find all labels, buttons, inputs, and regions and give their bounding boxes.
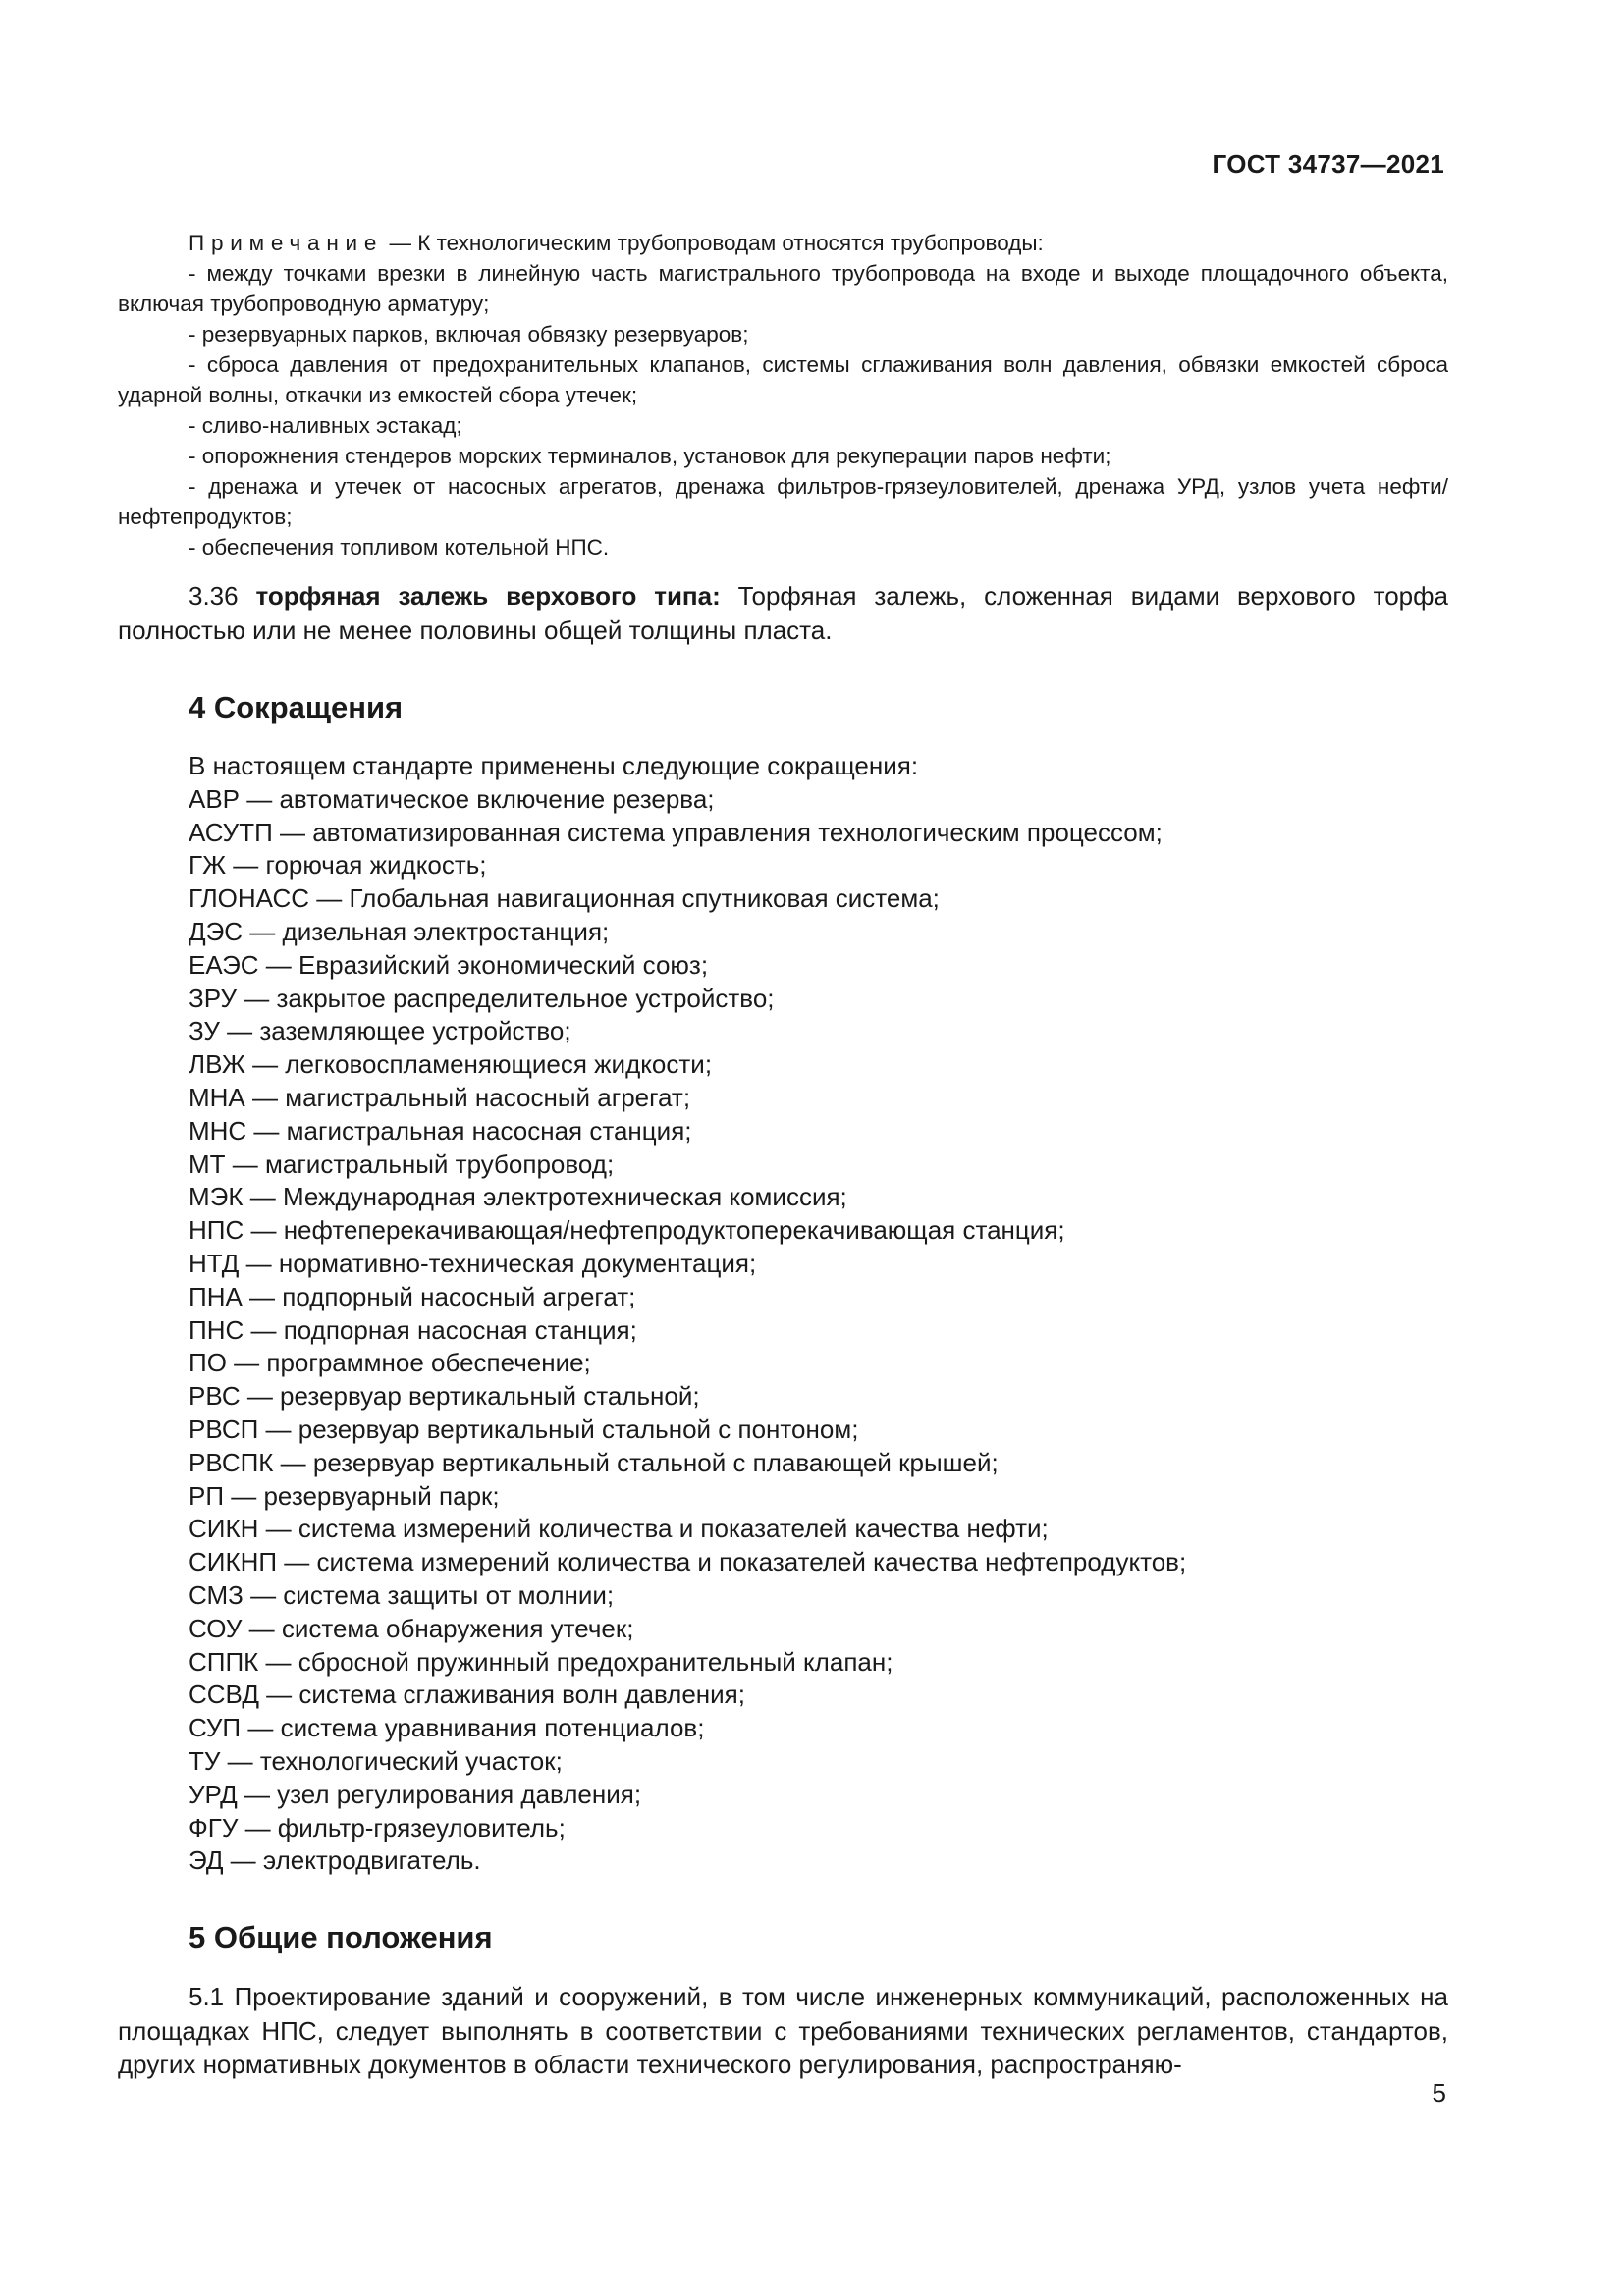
abbreviation-item: МНС — магистральная насосная станция; [189,1115,692,1146]
note-lead-word: Примечание [189,231,384,255]
abbreviations-list [189,750,1448,1878]
note-item: - сливо-наливных эстакад; [189,413,462,438]
note-item: - между точками врезки в линейную часть магистрального трубопровода на входе и выходе площадочного объекта, включая трубопроводную арматуру; [118,261,1448,316]
abbreviation-item: УРД — узел регулирования давления; [189,1779,642,1809]
abbreviation-item: МЭК — Международная электротехническая комиссия; [189,1182,847,1212]
abbreviations-intro: В настоящем стандарте применены следующие сокращения: [189,751,919,780]
abbreviation-item: АСУТП — автоматизированная система управления технологическим процессом; [189,817,1163,847]
standard-header: ГОСТ 34737—2021 [1212,149,1444,179]
abbreviation-item: ЗУ — заземляющее устройство; [189,1016,571,1046]
abbreviation-item: СИКН — система измерений количества и показателей качества нефти; [189,1514,1049,1544]
abbreviation-item: АВР — автоматическое включение резерва; [189,783,715,814]
abbreviation-item: СМЗ — система защиты от молнии; [189,1579,615,1610]
abbreviation-item: НПС — нефтеперекачивающая/нефтепродуктоперекачивающая станция; [189,1215,1065,1246]
note-item: - резервуарных парков, включая обвязку резервуаров; [189,322,749,347]
paragraph-5-1: 5.1 Проектирование зданий и сооружений, в том числе инженерных коммуникаций, расположенных на площадках НПС, следует выполнять в соответствии с требованиями технических регламентов, стандартов, других нормативных документов в области технического регулирования, распространяю- [118,1982,1448,2079]
abbreviation-item: ГЛОНАСС — Глобальная навигационная спутниковая система; [189,883,940,914]
abbreviation-item: СППК — сбросной пружинный предохранительный клапан; [189,1646,893,1677]
section-5-heading: 5 Общие положения [189,1920,493,1954]
abbreviation-item: ДЭС — дизельная электростанция; [189,916,610,946]
abbreviation-item: РВСП — резервуар вертикальный стальной с понтоном; [189,1414,859,1444]
abbreviation-item: ГЖ — горючая жидкость; [189,850,487,881]
abbreviation-item: СИКНП — система измерений количества и показателей качества нефтепродуктов; [189,1547,1187,1577]
abbreviation-item: ФГУ — фильтр-грязеуловитель; [189,1812,566,1842]
abbreviation-item: ЗРУ — закрытое распределительное устройство; [189,983,775,1013]
abbreviation-item: ПНА — подпорный насосный агрегат; [189,1281,636,1311]
abbreviation-item: ПО — программное обеспечение; [189,1348,591,1378]
abbreviation-item: ЭД — электродвигатель. [189,1845,481,1876]
abbreviation-item: СОУ — система обнаружения утечек; [189,1613,634,1643]
page-number: 5 [1432,2078,1446,2108]
abbreviation-item: СУП — система уравнивания потенциалов; [189,1713,705,1743]
term-number: 3.36 [189,581,239,611]
abbreviation-item: ТУ — технологический участок; [189,1745,563,1776]
abbreviation-item: ССВД — система сглаживания волн давления; [189,1680,745,1710]
note-item: - опорожнения стендеров морских терминалов, установок для рекуперации паров нефти; [189,444,1111,468]
abbreviation-item: РВС — резервуар вертикальный стальной; [189,1381,700,1412]
abbreviation-item: НТД — нормативно-техническая документация; [189,1248,757,1278]
note-item: - сброса давления от предохранительных клапанов, системы сглаживания волн давления, обвязки емкостей сброса ударной волны, откачки из емкостей сбора утечек; [118,352,1448,407]
note-item: - обеспечения топливом котельной НПС. [189,535,610,560]
term-name: торфяная залежь верхового типа: [255,581,721,611]
abbreviation-item: РП — резервуарный парк; [189,1480,500,1511]
section-4-heading: 4 Сокращения [189,690,404,724]
term-3-36 [118,579,1448,648]
abbreviation-item: МТ — магистральный трубопровод; [189,1148,615,1179]
abbreviation-item: ЕАЭС — Евразийский экономический союз; [189,949,709,980]
note-block [118,228,1448,562]
note-intro [118,228,1448,258]
term-definition: Торфяная залежь, сложенная видами верхового торфа полностью или не менее половины общей толщины пласта. [118,581,1448,645]
note-intro-text: — К технологическим трубопроводам относятся трубопроводы: [383,231,1044,255]
abbreviation-item: ЛВЖ — легковоспламеняющиеся жидкости; [189,1049,713,1080]
abbreviation-item: МНА — магистральный насосный агрегат; [189,1082,691,1112]
abbreviation-item: РВСПК — резервуар вертикальный стальной с плавающей крышей; [189,1447,999,1477]
note-item: - дренажа и утечек от насосных агрегатов, дренажа фильтров-грязеуловителей, дренажа УРД, узлов учета нефти/нефтепродуктов; [118,474,1448,529]
abbreviation-item: ПНС — подпорная насосная станция; [189,1314,637,1345]
